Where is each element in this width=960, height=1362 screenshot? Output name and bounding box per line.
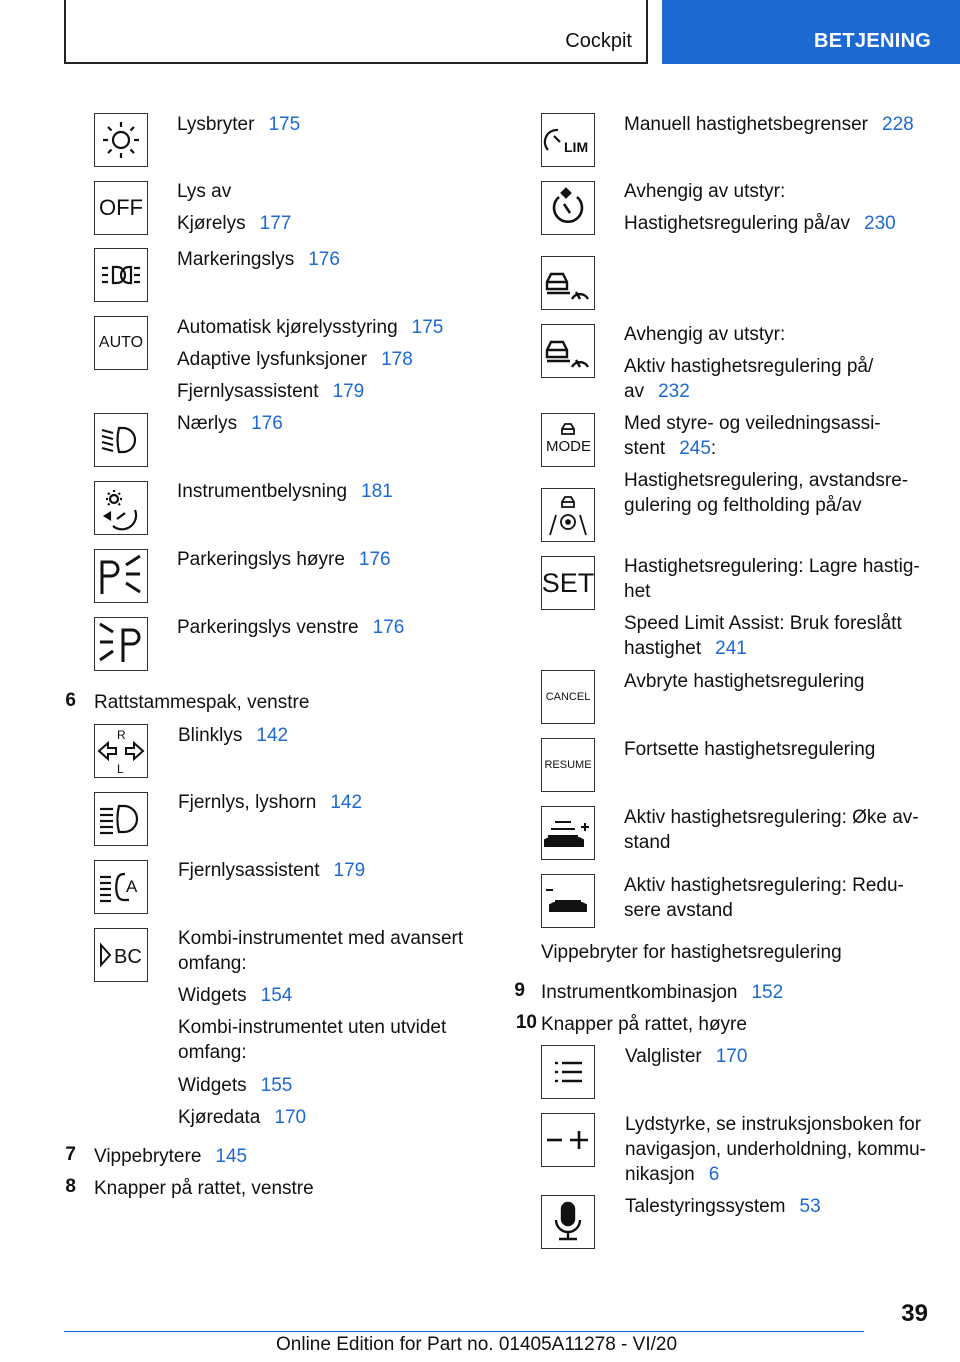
light-switch-icon <box>94 113 148 167</box>
resume-button-icon: RESUME <box>541 738 595 792</box>
adaptive-light-entry: Adaptive lysfunksjoner 178 <box>177 349 413 370</box>
item-number: 10 <box>515 1012 537 1033</box>
item-number: 7 <box>65 1144 76 1165</box>
svg-text:A: A <box>126 877 138 896</box>
high-beam-entry: Fjernlys, lyshorn 142 <box>178 792 363 813</box>
item-number: 6 <box>65 690 76 711</box>
item-number: 8 <box>65 1176 76 1197</box>
instrument-extended-label: Kombi-instrumentet med avansert <box>178 928 464 949</box>
bc-button-icon <box>94 928 148 982</box>
section-title: Knapper på rattet, venstre <box>94 1178 314 1199</box>
widgets-entry: Widgets 154 <box>178 985 293 1006</box>
daytime-lights-entry: Kjørelys 177 <box>177 213 292 234</box>
rocker-switches-entry: Vippebrytere 145 <box>94 1146 248 1167</box>
depends-equipment-label-2: Avhengig av utstyr: <box>624 324 786 345</box>
instrument-lighting-entry: Instrumentbelysning 181 <box>177 481 393 502</box>
distance-decrease-label-2: sere avstand <box>624 900 733 921</box>
speed-limit-assist-entry: hastighet 241 <box>624 638 747 659</box>
page-ref-link[interactable]: 6 <box>708 1164 720 1185</box>
low-beam-icon <box>94 413 148 467</box>
page-ref-link[interactable]: 245 <box>679 438 711 459</box>
svg-text:LIM: LIM <box>564 139 589 155</box>
instrument-basic-label: Kombi-instrumentet uten utvidet <box>178 1017 447 1038</box>
svg-text:R: R <box>117 728 126 742</box>
distance-decrease-icon <box>541 874 595 928</box>
footer-divider <box>64 1331 864 1332</box>
lights-off-label: Lys av <box>177 181 232 202</box>
turn-signal-entry: Blinklys 142 <box>178 725 289 746</box>
speed-limiter-entry: Manuell hastighetsbegrenser 228 <box>624 114 914 135</box>
header-chapter-title: BETJENING <box>814 30 932 52</box>
side-lights-icon <box>94 248 148 302</box>
page-ref-link[interactable]: 142 <box>330 792 363 813</box>
page-ref-link[interactable]: 241 <box>715 638 747 659</box>
page-ref-link[interactable]: 53 <box>799 1196 821 1217</box>
instrument-extended-label-2: omfang: <box>178 953 247 974</box>
mode-button-icon <box>541 413 595 467</box>
volume-label-2: navigasjon, underholdning, kommu- <box>625 1139 927 1160</box>
side-lights-entry: Markeringslys 176 <box>177 249 340 270</box>
instrument-basic-label-2: omfang: <box>178 1042 247 1063</box>
cancel-cruise-label: Avbryte hastighetsregulering <box>624 671 865 692</box>
low-beam-entry: Nærlys 176 <box>177 413 283 434</box>
steering-assistant-label: Med styre- og veiledningsassi- <box>624 413 881 434</box>
lights-off-icon: OFF <box>94 181 148 235</box>
page-ref-link[interactable]: 175 <box>268 114 301 135</box>
distance-increase-label: Aktiv hastighetsregulering: Øke av- <box>624 807 919 828</box>
cruise-control-entry: Hastighetsregulering på/av 230 <box>624 213 896 234</box>
high-beam-assistant-icon <box>94 860 148 914</box>
distance-control-label-2: gulering og feltholding på/av <box>624 495 862 516</box>
active-cruise-icon <box>541 256 595 310</box>
lane-keeping-icon <box>541 488 595 542</box>
voice-control-entry: Talestyringssystem 53 <box>625 1196 821 1217</box>
section-title: Rattstammespak, venstre <box>94 692 310 713</box>
section-title: Knapper på rattet, høyre <box>541 1014 747 1035</box>
page-ref-link[interactable]: 181 <box>361 481 393 502</box>
instrument-lighting-icon <box>94 481 148 535</box>
auto-lights-icon: AUTO <box>94 316 148 370</box>
active-cruise-icon-2 <box>541 324 595 378</box>
page-ref-link[interactable]: 232 <box>658 381 690 402</box>
page-ref-link[interactable]: 155 <box>260 1075 293 1096</box>
page-ref-link[interactable]: 154 <box>260 985 293 1006</box>
set-button-icon: SET <box>541 556 595 610</box>
save-speed-label-2: het <box>624 581 651 602</box>
distance-control-label: Hastighetsregulering, avstandsre- <box>624 470 909 491</box>
parking-light-left-entry: Parkeringslys venstre 176 <box>177 617 405 638</box>
page-ref-link[interactable]: 145 <box>215 1146 248 1167</box>
volume-icon <box>541 1113 595 1167</box>
page-ref-link[interactable]: 179 <box>333 860 366 881</box>
widgets-entry-2: Widgets 155 <box>178 1075 293 1096</box>
steering-assistant-entry: stent 245: <box>624 438 717 459</box>
page-number: 39 <box>901 1300 928 1327</box>
page-ref-link[interactable]: 228 <box>882 114 914 135</box>
page-ref-link[interactable]: 152 <box>751 982 784 1003</box>
page-ref-link[interactable]: 176 <box>372 617 405 638</box>
page-ref-link[interactable]: 177 <box>259 213 292 234</box>
page-ref-link[interactable]: 178 <box>381 349 413 370</box>
speed-limiter-icon <box>541 113 595 167</box>
auto-light-control-entry: Automatisk kjørelysstyring 175 <box>177 317 444 338</box>
svg-text:MODE: MODE <box>546 438 591 455</box>
distance-increase-icon <box>541 806 595 860</box>
save-speed-label: Hastighetsregulering: Lagre hastig- <box>624 556 920 577</box>
select-lists-entry: Valglister 170 <box>625 1046 748 1067</box>
footer-edition: Online Edition for Part no. 01405A11278 - VI/20 <box>276 1334 678 1355</box>
rocker-cruise-label: Vippebryter for hastighetsregulering <box>541 942 842 963</box>
page-ref-link[interactable]: 142 <box>256 725 289 746</box>
turn-signal-icon <box>94 724 148 778</box>
page-ref-link[interactable]: 176 <box>251 413 283 434</box>
speed-limit-assist-label: Speed Limit Assist: Bruk foreslått <box>624 613 902 634</box>
svg-text:L: L <box>117 762 124 776</box>
volume-entry: nikasjon 6 <box>625 1164 720 1185</box>
parking-light-right-entry: Parkeringslys høyre 176 <box>177 549 391 570</box>
cancel-button-icon: CANCEL <box>541 670 595 724</box>
microphone-icon <box>541 1195 595 1249</box>
light-switch-entry: Lysbryter 175 <box>177 114 301 135</box>
resume-cruise-label: Fortsette hastighetsregulering <box>624 739 876 760</box>
high-beam-icon <box>94 792 148 846</box>
page-ref-link[interactable]: 176 <box>358 549 391 570</box>
header-section-title: Cockpit <box>565 30 632 52</box>
high-beam-assistant-entry: Fjernlysassistent 179 <box>177 381 365 402</box>
volume-label: Lydstyrke, se instruksjonsboken for <box>625 1114 922 1135</box>
high-beam-assistant-entry-2: Fjernlysassistent 179 <box>178 860 366 881</box>
depends-equipment-label: Avhengig av utstyr: <box>624 181 786 202</box>
cruise-control-icon <box>541 181 595 235</box>
parking-light-left-icon <box>94 617 148 671</box>
page-ref-link[interactable]: 179 <box>332 381 365 402</box>
page-ref-link[interactable]: 175 <box>411 317 444 338</box>
active-cruise-label: Aktiv hastighetsregulering på/ <box>624 356 874 377</box>
item-number: 9 <box>514 980 525 1001</box>
distance-increase-label-2: stand <box>624 832 671 853</box>
header-chapter-tab <box>662 0 960 64</box>
page-ref-link[interactable]: 170 <box>274 1107 307 1128</box>
parking-light-right-icon <box>94 549 148 603</box>
header-section-box <box>64 0 648 64</box>
driving-data-entry: Kjøredata 170 <box>178 1107 307 1128</box>
svg-text:BC: BC <box>114 946 142 968</box>
list-icon <box>541 1045 595 1099</box>
distance-decrease-label: Aktiv hastighetsregulering: Redu- <box>624 875 904 896</box>
page-ref-link[interactable]: 170 <box>715 1046 748 1067</box>
page-ref-link[interactable]: 176 <box>308 249 340 270</box>
page-ref-link[interactable]: 230 <box>864 213 896 234</box>
instrument-cluster-entry: Instrumentkombinasjon 152 <box>541 982 784 1003</box>
active-cruise-entry: av 232 <box>624 381 690 402</box>
